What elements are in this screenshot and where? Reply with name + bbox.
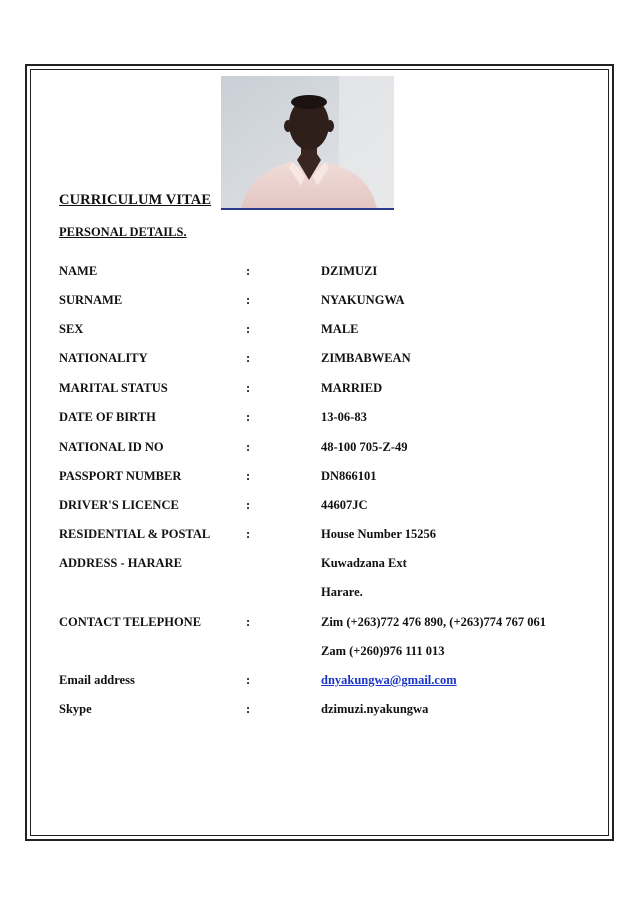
email-link[interactable]: dnyakungwa@gmail.com [321,673,457,687]
detail-row [0,264,638,284]
detail-value: DN866101 [321,469,377,483]
detail-row [0,322,638,342]
detail-value: 48-100 705-Z-49 [321,440,408,454]
detail-value: NYAKUNGWA [321,293,405,307]
detail-value: DZIMUZI [321,264,378,278]
detail-value: MARRIED [321,381,383,395]
detail-row [0,556,638,576]
detail-separator: : [246,469,251,483]
detail-label: RESIDENTIAL & POSTAL [59,527,211,541]
detail-separator: : [246,410,251,424]
detail-label: NATIONALITY [59,351,148,365]
detail-label: CONTACT TELEPHONE [59,615,202,629]
detail-value: Zim (+263)772 476 890, (+263)774 767 061 [321,615,546,629]
profile-photo [221,76,394,210]
detail-label: NATIONAL ID NO [59,440,164,454]
detail-row [0,351,638,371]
detail-label: Email address [59,673,135,687]
detail-separator: : [246,351,251,365]
detail-value: dzimuzi.nyakungwa [321,702,429,716]
detail-row [0,498,638,518]
detail-separator: : [246,673,251,687]
detail-separator: : [246,381,251,395]
detail-label: ADDRESS - HARARE [59,556,182,570]
detail-separator: : [246,527,251,541]
detail-row [0,644,638,664]
detail-separator: : [246,293,251,307]
detail-value: Kuwadzana Ext [321,556,407,570]
detail-row [0,527,638,547]
detail-value: 44607JC [321,498,368,512]
detail-value: 13-06-83 [321,410,367,424]
section-title-personal-details: PERSONAL DETAILS. [59,225,187,239]
detail-label: PASSPORT NUMBER [59,469,182,483]
detail-value: House Number 15256 [321,527,437,541]
detail-value: Zam (+260)976 111 013 [321,644,445,658]
detail-separator: : [246,498,251,512]
detail-value: ZIMBABWEAN [321,351,411,365]
detail-separator: : [246,264,251,278]
detail-row [0,615,638,635]
detail-separator: : [246,440,251,454]
detail-separator: : [246,615,251,629]
detail-label: Skype [59,702,92,716]
detail-row [0,293,638,313]
detail-value: Harare. [321,585,363,599]
detail-row [0,440,638,460]
detail-label: DATE OF BIRTH [59,410,156,424]
detail-row [0,673,638,693]
detail-value: MALE [321,322,359,336]
cv-title: CURRICULUM VITAE [59,192,212,208]
detail-row [0,410,638,430]
detail-row [0,381,638,401]
detail-label: MARITAL STATUS [59,381,168,395]
detail-row [0,469,638,489]
detail-label: DRIVER'S LICENCE [59,498,179,512]
detail-row [0,702,638,722]
detail-separator: : [246,702,251,716]
detail-separator: : [246,322,251,336]
detail-label: SEX [59,322,84,336]
detail-label: SURNAME [59,293,123,307]
detail-label: NAME [59,264,98,278]
detail-row [0,585,638,605]
